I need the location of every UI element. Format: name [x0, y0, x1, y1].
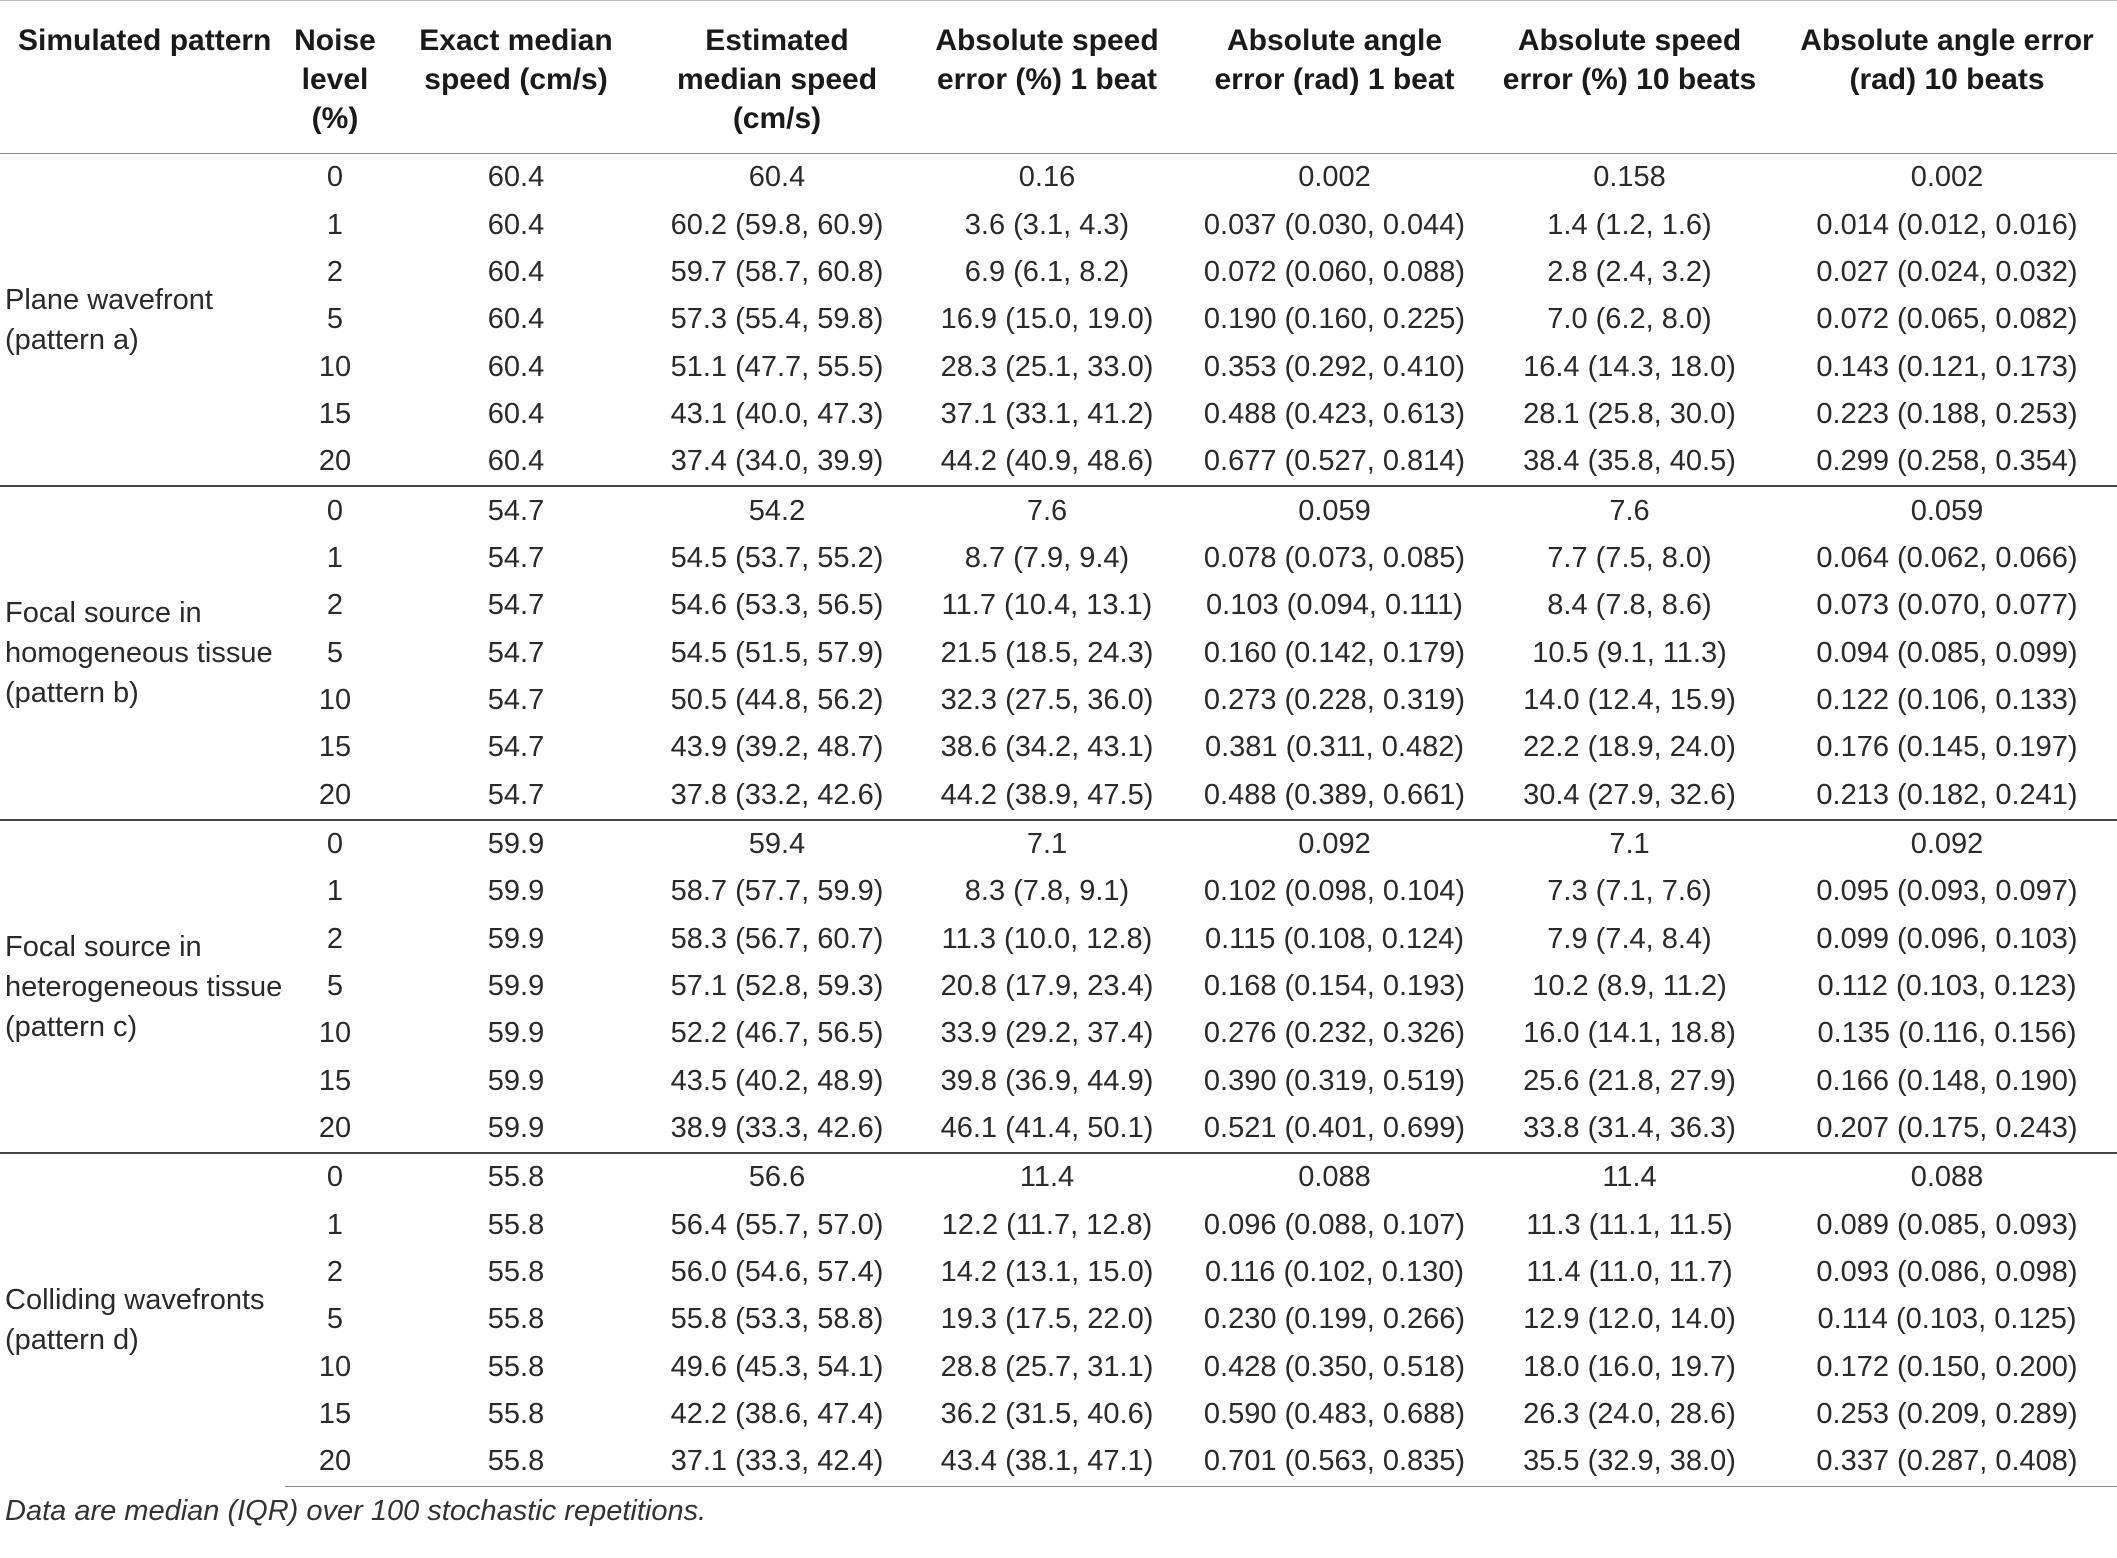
- cell-speed-error-1-beat: 36.2 (31.5, 40.6): [940, 1398, 1154, 1431]
- cell-exact-median-speed: 60.4: [487, 161, 545, 194]
- header-estimated-median-speed: Estimated median speed (cm/s): [647, 1, 907, 154]
- cell-speed-error-10-beats: 25.6 (21.8, 27.9): [1523, 1064, 1736, 1097]
- cell-speed-error-1-beat: 21.5 (18.5, 24.3): [940, 636, 1154, 669]
- cell-speed-error-1-beat: 11.3 (10.0, 12.8): [941, 922, 1153, 955]
- cell-estimated-median-speed: 52.2 (46.7, 56.5): [670, 1017, 884, 1050]
- cell-exact-median-speed: 59.9: [487, 1112, 545, 1145]
- cell-speed-error-10-beats: 33.8 (31.4, 36.3): [1523, 1112, 1736, 1145]
- cell-angle-error-1-beat: 0.521 (0.401, 0.699): [1203, 1112, 1466, 1145]
- table-row: [0, 1344, 2117, 1391]
- cell-angle-error-1-beat: 0.072 (0.060, 0.088): [1203, 255, 1466, 288]
- cell-noise-level: 5: [326, 970, 344, 1003]
- cell-speed-error-1-beat: 8.3 (7.8, 9.1): [964, 875, 1130, 908]
- cell-angle-error-10-beats: 0.135 (0.116, 0.156): [1817, 1017, 2077, 1050]
- cell-noise-level: 1: [326, 875, 344, 908]
- cell-estimated-median-speed: 59.7 (58.7, 60.8): [670, 255, 884, 288]
- cell-exact-median-speed: 55.8: [487, 1398, 545, 1431]
- cell-exact-median-speed: 55.8: [487, 1303, 545, 1336]
- cell-estimated-median-speed: 49.6 (45.3, 54.1): [670, 1350, 884, 1383]
- cell-speed-error-1-beat: 11.7 (10.4, 13.1): [941, 589, 1153, 622]
- cell-speed-error-1-beat: 7.6: [907, 486, 1187, 534]
- cell-angle-error-1-beat: 0.677 (0.527, 0.814): [1203, 445, 1466, 478]
- cell-speed-error-10-beats: 10.5 (9.1, 11.3): [1532, 636, 1727, 669]
- cell-angle-error-10-beats: 0.064 (0.062, 0.066): [1816, 541, 2078, 574]
- cell-estimated-median-speed: 43.5 (40.2, 48.9): [670, 1064, 884, 1097]
- cell-exact-median-speed: 54.7: [487, 541, 545, 574]
- cell-angle-error-1-beat: 0.353 (0.292, 0.410): [1203, 350, 1466, 383]
- cell-angle-error-1-beat: 0.701 (0.563, 0.835): [1187, 1438, 1482, 1486]
- cell-speed-error-1-beat: 7.1: [907, 820, 1187, 868]
- cell-angle-error-1-beat: 0.096 (0.088, 0.107): [1203, 1208, 1466, 1241]
- cell-estimated-median-speed: 56.6: [647, 1153, 907, 1201]
- cell-angle-error-10-beats: 0.014 (0.012, 0.016): [1816, 208, 2078, 241]
- cell-speed-error-1-beat: 11.4: [907, 1153, 1187, 1201]
- cell-angle-error-10-beats: 0.112 (0.103, 0.123): [1817, 970, 2077, 1003]
- cell-exact-median-speed: 55.8: [385, 1438, 647, 1486]
- cell-speed-error-1-beat: 14.2 (13.1, 15.0): [940, 1256, 1154, 1289]
- cell-angle-error-10-beats: 0.089 (0.085, 0.093): [1816, 1208, 2078, 1241]
- cell-noise-level: 10: [318, 1017, 352, 1050]
- cell-speed-error-10-beats: 35.5 (32.9, 38.0): [1482, 1438, 1777, 1486]
- cell-speed-error-10-beats: 11.4 (11.0, 11.7): [1526, 1256, 1733, 1289]
- cell-speed-error-1-beat: 39.8 (36.9, 44.9): [940, 1064, 1154, 1097]
- cell-speed-error-1-beat: 12.2 (11.7, 12.8): [941, 1208, 1153, 1241]
- cell-angle-error-1-beat: 0.103 (0.094, 0.111): [1206, 589, 1463, 622]
- header-noise-level: Noise level (%): [285, 1, 385, 154]
- cell-angle-error-1-beat: 0.160 (0.142, 0.179): [1203, 636, 1466, 669]
- cell-estimated-median-speed: 50.5 (44.8, 56.2): [670, 683, 884, 716]
- cell-speed-error-10-beats: 12.9 (12.0, 14.0): [1523, 1303, 1736, 1336]
- header-speed-error-1-beat: Absolute speed error (%) 1 beat: [907, 1, 1187, 154]
- cell-exact-median-speed: 59.9: [487, 970, 545, 1003]
- cell-exact-median-speed: 60.4: [487, 208, 545, 241]
- table-row: [0, 916, 2117, 963]
- cell-exact-median-speed: 59.9: [487, 922, 545, 955]
- cell-speed-error-10-beats: 0.158: [1593, 161, 1666, 194]
- cell-speed-error-1-beat: 6.9 (6.1, 8.2): [964, 255, 1130, 288]
- cell-noise-level: 10: [318, 683, 352, 716]
- cell-speed-error-10-beats: 28.1 (25.8, 30.0): [1523, 397, 1736, 430]
- cell-angle-error-10-beats: 0.299 (0.258, 0.354): [1816, 445, 2078, 478]
- cell-speed-error-10-beats: 7.1: [1482, 820, 1777, 868]
- cell-angle-error-10-beats: 0.337 (0.287, 0.408): [1777, 1438, 2117, 1486]
- cell-angle-error-1-beat: 0.590 (0.483, 0.688): [1203, 1398, 1466, 1431]
- table-row: [0, 963, 2117, 1010]
- cell-estimated-median-speed: 59.4: [647, 820, 907, 868]
- cell-speed-error-10-beats: 22.2 (18.9, 24.0): [1523, 731, 1736, 764]
- cell-exact-median-speed: 60.4: [487, 350, 545, 383]
- cell-noise-level: 2: [326, 1256, 344, 1289]
- cell-speed-error-10-beats: 8.4 (7.8, 8.6): [1547, 589, 1712, 622]
- cell-estimated-median-speed: 54.2: [647, 486, 907, 534]
- cell-angle-error-1-beat: 0.037 (0.030, 0.044): [1203, 208, 1466, 241]
- cell-noise-level: 20: [318, 1112, 352, 1145]
- cell-speed-error-10-beats: 2.8 (2.4, 3.2): [1547, 255, 1712, 288]
- cell-angle-error-1-beat: 0.390 (0.319, 0.519): [1203, 1064, 1466, 1097]
- header-simulated-pattern: Simulated pattern: [0, 1, 285, 154]
- cell-exact-median-speed: 55.8: [487, 1350, 545, 1383]
- cell-noise-level: 15: [318, 1064, 352, 1097]
- table-row: [0, 1153, 2117, 1201]
- cell-speed-error-10-beats: 7.6: [1482, 486, 1777, 534]
- cell-speed-error-10-beats: 26.3 (24.0, 28.6): [1523, 1398, 1736, 1431]
- cell-speed-error-10-beats: 18.0 (16.0, 19.7): [1523, 1350, 1736, 1383]
- cell-speed-error-10-beats: 10.2 (8.9, 11.2): [1532, 970, 1727, 1003]
- cell-speed-error-10-beats: 30.4 (27.9, 32.6): [1523, 778, 1736, 811]
- cell-noise-level: 20: [318, 778, 352, 811]
- table-row: [0, 1010, 2117, 1057]
- cell-exact-median-speed: 54.7: [385, 486, 647, 534]
- cell-speed-error-10-beats: 11.3 (11.1, 11.5): [1526, 1208, 1733, 1241]
- cell-noise-level: 0: [285, 1153, 385, 1201]
- table-row: [0, 1202, 2117, 1249]
- cell-estimated-median-speed: 42.2 (38.6, 47.4): [670, 1398, 884, 1431]
- table-row: [0, 868, 2117, 915]
- cell-angle-error-1-beat: 0.115 (0.108, 0.124): [1204, 922, 1465, 955]
- cell-angle-error-10-beats: 0.073 (0.070, 0.077): [1816, 589, 2078, 622]
- table-row: [0, 677, 2117, 724]
- cell-estimated-median-speed: 56.0 (54.6, 57.4): [670, 1256, 884, 1289]
- cell-speed-error-1-beat: 28.3 (25.1, 33.0): [940, 350, 1154, 383]
- cell-exact-median-speed: 55.8: [487, 1208, 545, 1241]
- table-row: [0, 1058, 2117, 1105]
- cell-exact-median-speed: 59.9: [487, 875, 545, 908]
- cell-angle-error-10-beats: 0.027 (0.024, 0.032): [1816, 255, 2078, 288]
- cell-estimated-median-speed: 60.2 (59.8, 60.9): [670, 208, 884, 241]
- cell-noise-level: 0: [285, 820, 385, 868]
- table-row: [0, 249, 2117, 296]
- cell-noise-level: 20: [285, 1438, 385, 1486]
- table-row: [0, 582, 2117, 629]
- cell-speed-error-10-beats: 38.4 (35.8, 40.5): [1523, 445, 1736, 478]
- header-speed-error-10-beats: Absolute speed error (%) 10 beats: [1482, 1, 1777, 154]
- cell-speed-error-10-beats: 16.0 (14.1, 18.8): [1523, 1017, 1736, 1050]
- cell-angle-error-1-beat: 0.102 (0.098, 0.104): [1203, 875, 1466, 908]
- cell-noise-level: 0: [285, 486, 385, 534]
- table-row: [0, 343, 2117, 390]
- cell-angle-error-10-beats: 0.099 (0.096, 0.103): [1816, 922, 2078, 955]
- cell-speed-error-1-beat: 32.3 (27.5, 36.0): [940, 683, 1154, 716]
- cell-angle-error-1-beat: 0.488 (0.389, 0.661): [1203, 778, 1466, 811]
- cell-exact-median-speed: 54.7: [487, 636, 545, 669]
- cell-estimated-median-speed: 38.9 (33.3, 42.6): [670, 1112, 884, 1145]
- cell-exact-median-speed: 60.4: [487, 303, 545, 336]
- pattern-label: Focal source in homogeneous tissue (pattern b): [0, 486, 285, 819]
- header-exact-median-speed: Exact median speed (cm/s): [385, 1, 647, 154]
- cell-speed-error-1-beat: 43.4 (38.1, 47.1): [907, 1438, 1187, 1486]
- cell-exact-median-speed: 60.4: [487, 255, 545, 288]
- table-row: [0, 438, 2117, 486]
- pattern-label: Colliding wavefronts (pattern d): [0, 1153, 285, 1486]
- cell-noise-level: 15: [318, 731, 352, 764]
- cell-speed-error-10-beats: 7.0 (6.2, 8.0): [1547, 303, 1712, 336]
- cell-noise-level: 2: [326, 589, 344, 622]
- table-body: [0, 154, 2117, 1487]
- cell-noise-level: 10: [318, 1350, 352, 1383]
- cell-speed-error-10-beats: 7.3 (7.1, 7.6): [1547, 875, 1712, 908]
- cell-angle-error-10-beats: 0.253 (0.209, 0.289): [1816, 1398, 2078, 1431]
- cell-exact-median-speed: 59.9: [385, 820, 647, 868]
- cell-exact-median-speed: 54.7: [487, 731, 545, 764]
- cell-estimated-median-speed: 54.6 (53.3, 56.5): [670, 589, 884, 622]
- cell-estimated-median-speed: 51.1 (47.7, 55.5): [670, 350, 884, 383]
- cell-noise-level: 1: [326, 541, 344, 574]
- cell-noise-level: 15: [318, 1398, 352, 1431]
- table-row: [0, 391, 2117, 438]
- cell-noise-level: 2: [326, 255, 344, 288]
- cell-noise-level: 2: [326, 922, 344, 955]
- cell-exact-median-speed: 60.4: [487, 397, 545, 430]
- cell-angle-error-1-beat: 0.078 (0.073, 0.085): [1203, 541, 1466, 574]
- cell-angle-error-1-beat: 0.092: [1187, 820, 1482, 868]
- cell-angle-error-10-beats: 0.166 (0.148, 0.190): [1816, 1064, 2078, 1097]
- table-row: [0, 771, 2117, 819]
- table-row: [0, 201, 2117, 248]
- cell-speed-error-1-beat: 19.3 (17.5, 22.0): [940, 1303, 1154, 1336]
- cell-angle-error-10-beats: 0.093 (0.086, 0.098): [1816, 1256, 2078, 1289]
- cell-angle-error-1-beat: 0.273 (0.228, 0.319): [1203, 683, 1466, 716]
- cell-estimated-median-speed: 57.3 (55.4, 59.8): [670, 303, 884, 336]
- table-footnote: Data are median (IQR) over 100 stochastic repetitions.: [5, 1494, 707, 1527]
- cell-angle-error-1-beat: 0.428 (0.350, 0.518): [1203, 1350, 1466, 1383]
- cell-exact-median-speed: 60.4: [487, 445, 545, 478]
- cell-speed-error-1-beat: 46.1 (41.4, 50.1): [940, 1112, 1154, 1145]
- table-row: [0, 820, 2117, 868]
- table-row: [0, 724, 2117, 771]
- cell-angle-error-10-beats: 0.207 (0.175, 0.243): [1816, 1112, 2078, 1145]
- header-row: [0, 1, 2117, 154]
- cell-angle-error-10-beats: 0.094 (0.085, 0.099): [1816, 636, 2078, 669]
- cell-angle-error-10-beats: 0.176 (0.145, 0.197): [1816, 731, 2078, 764]
- cell-exact-median-speed: 55.8: [487, 1256, 545, 1289]
- cell-estimated-median-speed: 55.8 (53.3, 58.8): [670, 1303, 884, 1336]
- cell-speed-error-10-beats: 11.4: [1482, 1153, 1777, 1201]
- table-row: [0, 296, 2117, 343]
- cell-noise-level: 10: [318, 350, 352, 383]
- cell-angle-error-10-beats: 0.092: [1777, 820, 2117, 868]
- cell-angle-error-10-beats: 0.072 (0.065, 0.082): [1816, 303, 2078, 336]
- header-angle-error-10-beats: Absolute angle error (rad) 10 beats: [1777, 1, 2117, 154]
- cell-speed-error-1-beat: 28.8 (25.7, 31.1): [940, 1350, 1154, 1383]
- cell-estimated-median-speed: 60.4: [748, 161, 806, 194]
- cell-exact-median-speed: 59.9: [487, 1017, 545, 1050]
- cell-speed-error-1-beat: 16.9 (15.0, 19.0): [940, 303, 1154, 336]
- cell-speed-error-1-beat: 38.6 (34.2, 43.1): [940, 731, 1154, 764]
- cell-estimated-median-speed: 43.9 (39.2, 48.7): [670, 731, 884, 764]
- cell-exact-median-speed: 54.7: [487, 778, 545, 811]
- cell-angle-error-1-beat: 0.002: [1298, 161, 1371, 194]
- cell-angle-error-10-beats: 0.143 (0.121, 0.173): [1816, 350, 2078, 383]
- cell-speed-error-1-beat: 33.9 (29.2, 37.4): [940, 1017, 1154, 1050]
- cell-noise-level: 1: [326, 208, 344, 241]
- cell-exact-median-speed: 54.7: [487, 683, 545, 716]
- cell-angle-error-1-beat: 0.116 (0.102, 0.130): [1204, 1256, 1465, 1289]
- cell-estimated-median-speed: 58.3 (56.7, 60.7): [670, 922, 884, 955]
- cell-noise-level: 20: [318, 445, 352, 478]
- table-row: [0, 629, 2117, 676]
- table-row: [0, 154, 2117, 202]
- cell-speed-error-10-beats: 7.7 (7.5, 8.0): [1547, 541, 1712, 574]
- cell-angle-error-10-beats: 0.172 (0.150, 0.200): [1816, 1350, 2078, 1383]
- cell-angle-error-1-beat: 0.059: [1187, 486, 1482, 534]
- cell-speed-error-10-beats: 1.4 (1.2, 1.6): [1547, 208, 1712, 241]
- cell-angle-error-1-beat: 0.488 (0.423, 0.613): [1203, 397, 1466, 430]
- cell-estimated-median-speed: 56.4 (55.7, 57.0): [670, 1208, 884, 1241]
- cell-speed-error-10-beats: 16.4 (14.3, 18.0): [1523, 350, 1736, 383]
- cell-angle-error-10-beats: 0.088: [1777, 1153, 2117, 1201]
- cell-estimated-median-speed: 37.4 (34.0, 39.9): [670, 445, 884, 478]
- cell-angle-error-1-beat: 0.168 (0.154, 0.193): [1203, 970, 1466, 1003]
- cell-estimated-median-speed: 54.5 (51.5, 57.9): [670, 636, 884, 669]
- cell-noise-level: 15: [318, 397, 352, 430]
- table-row: [0, 486, 2117, 534]
- cell-angle-error-10-beats: 0.114 (0.103, 0.125): [1817, 1303, 2077, 1336]
- cell-angle-error-10-beats: 0.213 (0.182, 0.241): [1816, 778, 2078, 811]
- table-row: [0, 535, 2117, 582]
- cell-speed-error-1-beat: 20.8 (17.9, 23.4): [940, 970, 1154, 1003]
- cell-estimated-median-speed: 54.5 (53.7, 55.2): [670, 541, 884, 574]
- cell-speed-error-10-beats: 7.9 (7.4, 8.4): [1547, 922, 1712, 955]
- table-row: [0, 1249, 2117, 1296]
- cell-speed-error-1-beat: 3.6 (3.1, 4.3): [964, 208, 1130, 241]
- cell-noise-level: 0: [326, 161, 344, 194]
- pattern-label: Focal source in heterogeneous tissue (pattern c): [0, 820, 285, 1153]
- cell-noise-level: 1: [326, 1208, 344, 1241]
- cell-exact-median-speed: 55.8: [385, 1153, 647, 1201]
- cell-noise-level: 5: [326, 303, 344, 336]
- cell-angle-error-1-beat: 0.276 (0.232, 0.326): [1203, 1017, 1466, 1050]
- pattern-label: Plane wavefront (pattern a): [5, 283, 213, 356]
- cell-speed-error-1-beat: 44.2 (38.9, 47.5): [940, 778, 1154, 811]
- cell-exact-median-speed: 59.9: [487, 1064, 545, 1097]
- cell-estimated-median-speed: 37.8 (33.2, 42.6): [670, 778, 884, 811]
- cell-angle-error-10-beats: 0.095 (0.093, 0.097): [1816, 875, 2078, 908]
- table-row: [0, 1438, 2117, 1486]
- cell-exact-median-speed: 54.7: [487, 589, 545, 622]
- cell-angle-error-1-beat: 0.230 (0.199, 0.266): [1203, 1303, 1466, 1336]
- cell-speed-error-10-beats: 14.0 (12.4, 15.9): [1523, 683, 1736, 716]
- cell-noise-level: 5: [326, 1303, 344, 1336]
- cell-estimated-median-speed: 43.1 (40.0, 47.3): [670, 397, 884, 430]
- cell-noise-level: 5: [326, 636, 344, 669]
- cell-speed-error-1-beat: 8.7 (7.9, 9.4): [964, 541, 1130, 574]
- table-row: [0, 1296, 2117, 1343]
- cell-angle-error-10-beats: 0.002: [1910, 161, 1984, 194]
- table-row: [0, 1391, 2117, 1438]
- cell-estimated-median-speed: 58.7 (57.7, 59.9): [670, 875, 884, 908]
- cell-angle-error-1-beat: 0.088: [1187, 1153, 1482, 1201]
- cell-angle-error-10-beats: 0.223 (0.188, 0.253): [1816, 397, 2078, 430]
- cell-speed-error-1-beat: 37.1 (33.1, 41.2): [940, 397, 1154, 430]
- header-angle-error-1-beat: Absolute angle error (rad) 1 beat: [1187, 1, 1482, 154]
- cell-angle-error-1-beat: 0.190 (0.160, 0.225): [1203, 303, 1466, 336]
- cell-angle-error-10-beats: 0.122 (0.106, 0.133): [1816, 683, 2078, 716]
- cell-speed-error-1-beat: 0.16: [1018, 161, 1076, 194]
- cell-angle-error-1-beat: 0.381 (0.311, 0.482): [1204, 731, 1465, 764]
- cell-speed-error-1-beat: 44.2 (40.9, 48.6): [940, 445, 1154, 478]
- table-row: [0, 1105, 2117, 1153]
- cell-estimated-median-speed: 57.1 (52.8, 59.3): [670, 970, 884, 1003]
- cell-estimated-median-speed: 37.1 (33.3, 42.4): [647, 1438, 907, 1486]
- cell-angle-error-10-beats: 0.059: [1777, 486, 2117, 534]
